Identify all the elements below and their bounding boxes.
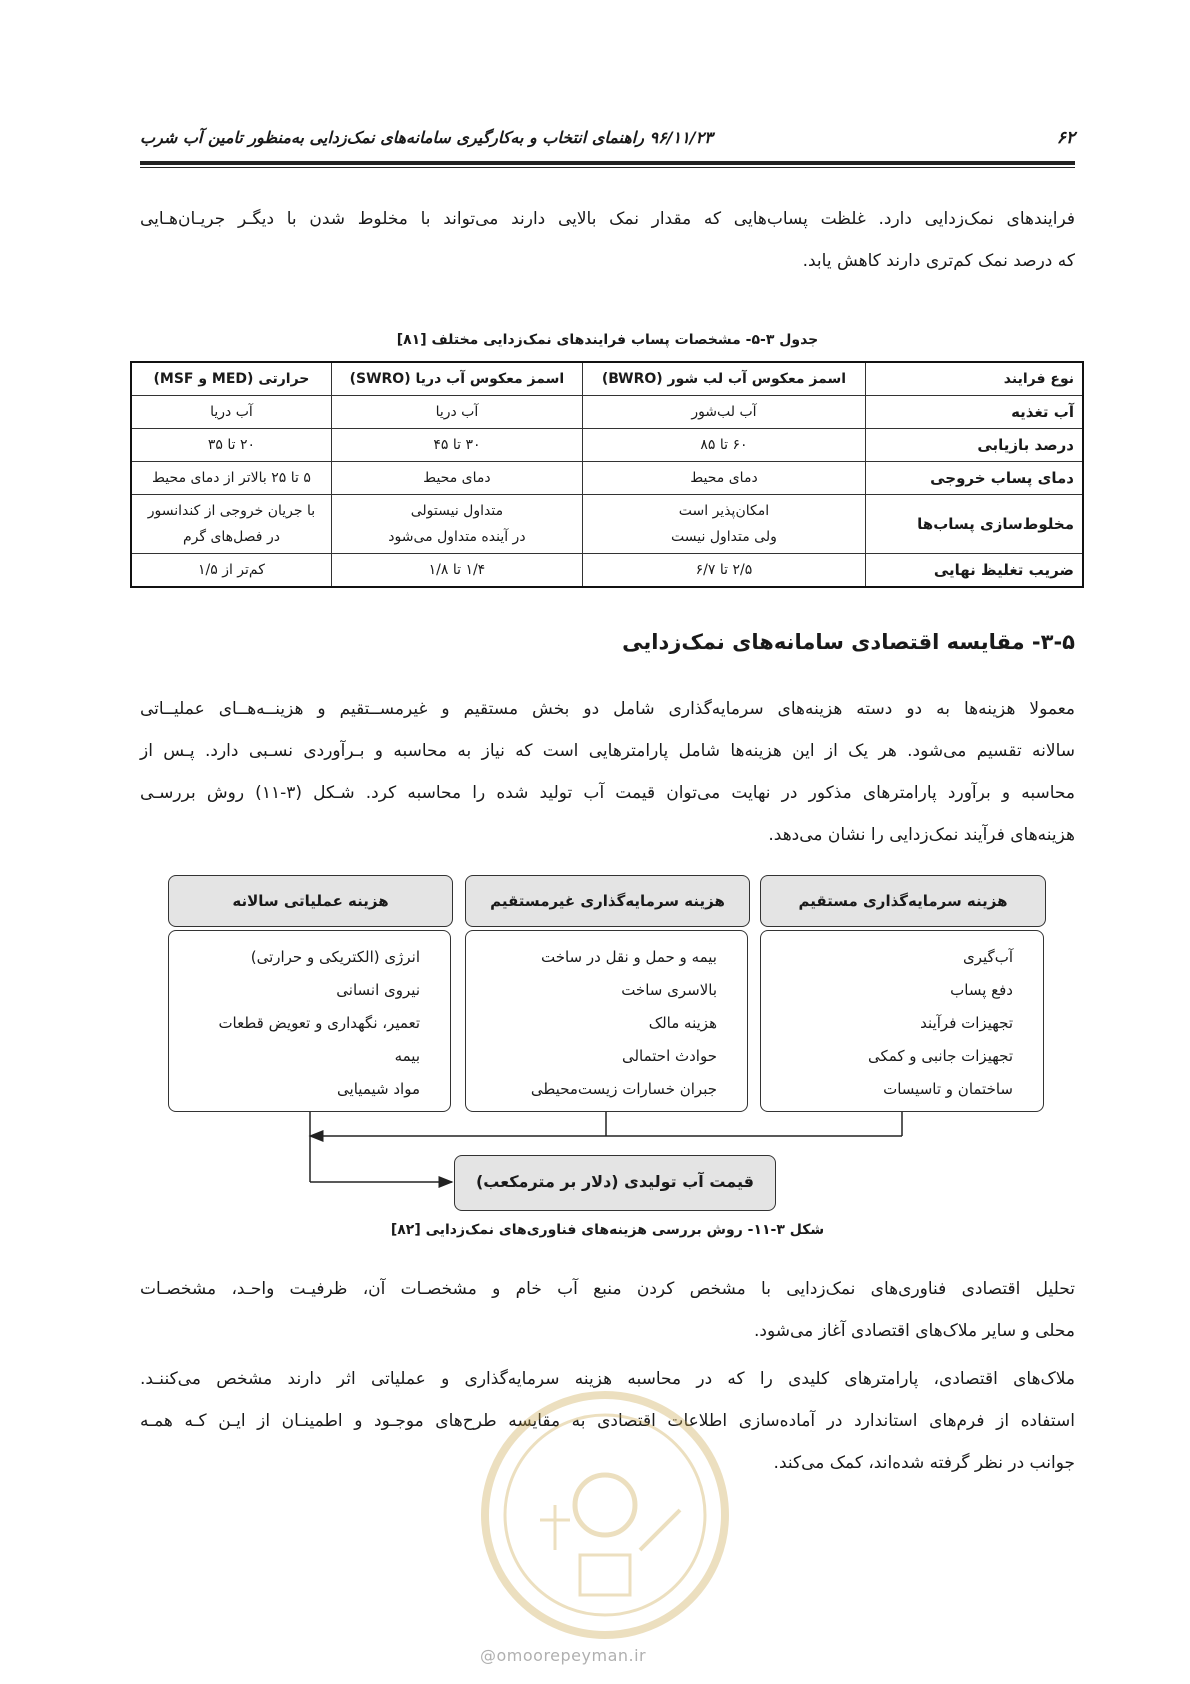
- header-title: ۹۶/۱۱/۲۳ راهنمای انتخاب و به‌کارگیری سامانه‌های نمک‌زدایی به‌منظور تامین آب شرب: [140, 128, 713, 147]
- column-header: اسمز معکوس آب لب شور (BWRO): [582, 362, 865, 396]
- table-cell: آب دریا: [131, 396, 331, 429]
- text-line: محلی و سایر ملاک‌های اقتصادی آغاز می‌شود.: [753, 1321, 1075, 1341]
- table-row: [131, 429, 1083, 462]
- list-item: تعمیر، نگهداری و تعویض قطعات: [218, 1014, 420, 1032]
- column-header: نوع فرایند: [866, 362, 1084, 396]
- text-line: استفاده از فرم‌های استاندارد در آماده‌سازی اطلاعات اقتصادی به مقایسه طرح‌های موجـود و اطمینـان از ایـن کـه همـه: [140, 1411, 1075, 1431]
- section-heading: ۳-۵- مقایسه اقتصادی سامانه‌های نمک‌زدایی: [622, 630, 1075, 654]
- cell-line: امکان‌پذیر است: [678, 503, 770, 519]
- table-header-row: [131, 362, 1083, 396]
- indirect-capital-cost-header: هزینه سرمایه‌گذاری غیرمستقیم: [465, 875, 750, 927]
- list-item: دفع پساب: [950, 981, 1013, 999]
- row-label: مخلوط‌سازی پساب‌ها: [866, 495, 1084, 554]
- table-cell: ۲۰ تا ۳۵: [131, 429, 331, 462]
- page-header: [140, 128, 1075, 168]
- intro-paragraph: [140, 198, 1075, 282]
- annual-operating-cost-list: [168, 930, 451, 1112]
- table-cell: ۵ تا ۲۵ بالاتر از دمای محیط: [131, 462, 331, 495]
- section-paragraph: [140, 688, 1075, 856]
- header-rule-thin: [140, 167, 1075, 168]
- table-cell: کم‌تر از ۱/۵: [131, 554, 331, 588]
- cell-line: با جریان خروجی از کندانسور: [147, 503, 316, 519]
- effluent-spec-table: [130, 361, 1084, 588]
- table-cell: دمای محیط: [582, 462, 865, 495]
- text-line: فرایندهای نمک‌زدایی دارد. غلظت پساب‌هایی که مقدار نمک بالایی دارند می‌تواند با مخلوط شدن با دیگـر جریـان‌هـایی: [140, 209, 1075, 229]
- table-row: [131, 495, 1083, 554]
- list-item: تجهیزات فرآیند: [920, 1014, 1013, 1032]
- text-line: هزینه‌های فرآیند نمک‌زدایی را نشان می‌دهد.: [768, 825, 1075, 845]
- table-cell: آب لب‌شور: [582, 396, 865, 429]
- row-label: آب تغذیه: [866, 396, 1084, 429]
- table-row: [131, 396, 1083, 429]
- cell-line: در آینده متداول می‌شود: [388, 529, 526, 545]
- annual-operating-cost-header: هزینه عملیاتی سالانه: [168, 875, 453, 927]
- direct-capital-cost-header: هزینه سرمایه‌گذاری مستقیم: [760, 875, 1046, 927]
- list-item: بالاسری ساخت: [621, 981, 717, 999]
- list-item: حوادث احتمالی: [621, 1047, 717, 1065]
- text-line: تحلیل اقتصادی فناوری‌های نمک‌زدایی با مشخص کردن منبع آب خام و مشخصـات آن، ظرفیـت واحـد، مشخصـات: [140, 1279, 1075, 1299]
- table-cell: ۲/۵ تا ۶/۷: [582, 554, 865, 588]
- list-item: نیروی انسانی: [336, 981, 420, 999]
- list-item: بیمه و حمل و نقل در ساخت: [540, 948, 717, 966]
- direct-capital-cost-list: [760, 930, 1044, 1112]
- table-caption: جدول ۳-۵- مشخصات پساب فرایندهای نمک‌زدایی مختلف [۸۱]: [396, 332, 819, 348]
- text-line: ملاک‌های اقتصادی، پارامترهای کلیدی را که در محاسبه هزینه سرمایه‌گذاری و عملیاتی اثر دارند مشخص می‌کننـد.: [140, 1369, 1075, 1389]
- figure-caption: شکل ۳-۱۱- روش بررسی هزینه‌های فناوری‌های نمک‌زدایی [۸۲]: [390, 1222, 825, 1238]
- header-rule-thick: [140, 161, 1075, 165]
- column-header: اسمز معکوس آب دریا (SWRO): [331, 362, 582, 396]
- list-item: مواد شیمیایی: [337, 1080, 420, 1098]
- list-item: انرژی (الکتریکی و حرارتی): [250, 948, 420, 966]
- table-cell: [582, 495, 865, 554]
- table-cell: [131, 495, 331, 554]
- list-item: آب‌گیری: [963, 948, 1013, 966]
- row-label: درصد بازیابی: [866, 429, 1084, 462]
- list-item: تجهیزات جانبی و کمکی: [867, 1047, 1013, 1065]
- table-cell: دمای محیط: [331, 462, 582, 495]
- page-number: ۶۲: [1056, 128, 1075, 148]
- row-label: ضریب تغلیظ نهایی: [866, 554, 1084, 588]
- closing-paragraph-1: [140, 1268, 1075, 1352]
- table-cell: [331, 495, 582, 554]
- cell-line: در فصل‌های گرم: [182, 529, 280, 545]
- column-header: حرارتی (MED و MSF): [131, 362, 331, 396]
- list-item: بیمه: [394, 1047, 420, 1065]
- table-cell: ۳۰ تا ۴۵: [331, 429, 582, 462]
- watermark-seal-icon: [470, 1380, 740, 1650]
- text-line: که درصد نمک کم‌تری دارند کاهش یابد.: [802, 251, 1075, 271]
- text-line: محاسبه و برآورد پارامترهای مذکور در نهایت می‌توان قیمت آب تولید شده را محاسبه کرد. شـکل (۳-۱۱) روش بررسـی: [140, 783, 1075, 803]
- indirect-capital-cost-list: [465, 930, 748, 1112]
- table-cell: ۶۰ تا ۸۵: [582, 429, 865, 462]
- text-line: جوانب در نظر گرفته شده‌اند، کمک می‌کند.: [773, 1453, 1075, 1473]
- list-item: ساختمان و تاسیسات: [883, 1080, 1013, 1098]
- cell-line: ولی متداول نیست: [671, 529, 777, 545]
- text-line: معمولا هزینه‌ها به دو دسته هزینه‌های سرمایه‌گذاری شامل دو بخش مستقیم و غیرمســتقیم و هزینــه‌هــای عملیــاتی: [140, 699, 1075, 719]
- list-item: جبران خسارات زیست‌محیطی: [530, 1080, 717, 1098]
- table-cell: آب دریا: [331, 396, 582, 429]
- row-label: دمای پساب خروجی: [866, 462, 1084, 495]
- cell-line: متداول نیستولی: [410, 503, 504, 519]
- text-line: سالانه تقسیم می‌شود. هر یک از این هزینه‌ها شامل پارامترهایی است که نیاز به محاسبه و بـرآوردی نسـبی دارد. پـس از: [140, 741, 1075, 761]
- table-cell: ۱/۴ تا ۱/۸: [331, 554, 582, 588]
- table-row: [131, 554, 1083, 588]
- list-item: هزینه مالک: [648, 1014, 717, 1032]
- table-row: [131, 462, 1083, 495]
- water-price-result-box: قیمت آب تولیدی (دلار بر مترمکعب): [454, 1155, 776, 1211]
- watermark-site-text: @omoorepeyman.ir: [480, 1646, 647, 1665]
